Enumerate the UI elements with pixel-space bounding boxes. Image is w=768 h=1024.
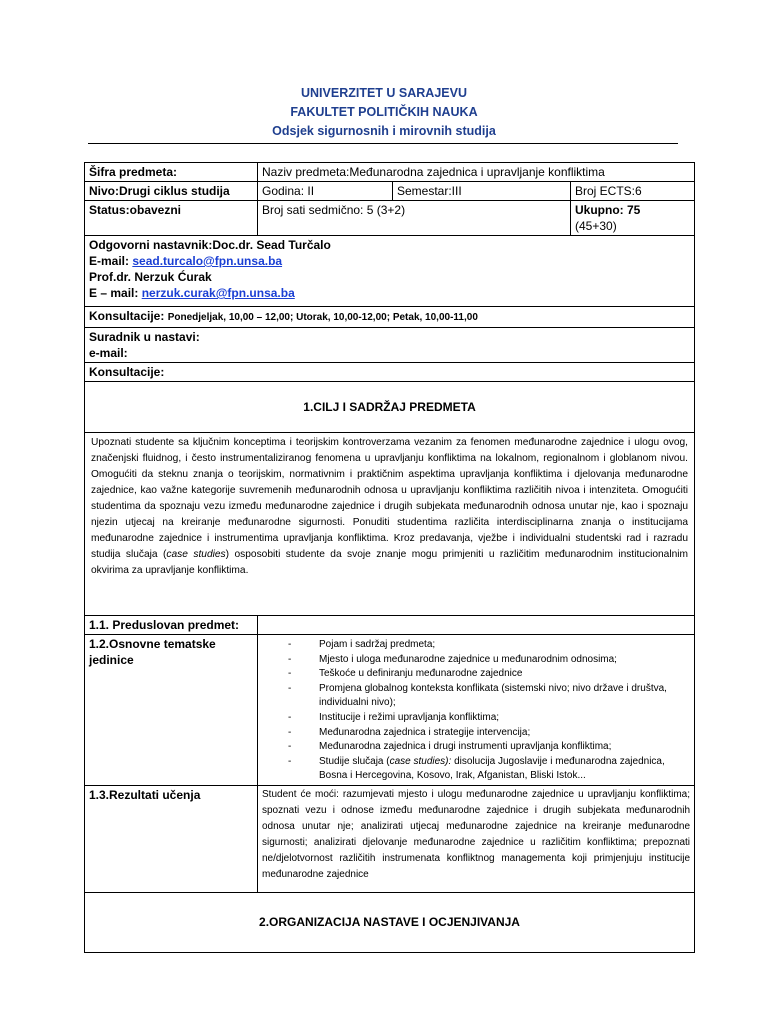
- study-year: Godina: II: [258, 182, 393, 201]
- faculty-name: FAKULTET POLITIČKIH NAUKA: [290, 105, 478, 119]
- assistant-consultations-label: Konsultacije:: [85, 363, 695, 382]
- prerequisite-value: [258, 616, 695, 635]
- topic-item: [288, 740, 686, 755]
- teacher-email-link[interactable]: sead.turcalo@fpn.unsa.ba: [132, 254, 283, 268]
- section-2-title: 2.ORGANIZACIJA NASTAVE I OCJENJIVANJA: [85, 892, 695, 952]
- teacher-email-row: [89, 253, 690, 269]
- course-goal-part2: ) osposobiti studente da svoje znanje mogu primjeniti u različitim međunarodnim institucionalnim okvirima za upravljanje konfliktima.: [91, 549, 689, 576]
- second-teacher: Prof.dr. Nerzuk Ćurak: [89, 270, 212, 284]
- topic-item: [288, 653, 686, 668]
- syllabus-table: [84, 162, 695, 953]
- course-name-label: Naziv predmeta:: [262, 165, 350, 179]
- course-code-label: Šifra predmeta:: [85, 163, 258, 182]
- topics-cell: [258, 635, 695, 786]
- topic-item: [288, 726, 686, 741]
- topics-row: [85, 635, 695, 786]
- topic-item: [288, 667, 686, 682]
- assistant-label: Suradnik u nastavi:: [89, 330, 200, 344]
- prerequisite-row: [85, 616, 695, 635]
- course-code-row: [85, 163, 695, 182]
- course-goal-text: [85, 433, 695, 616]
- topic-text: Institucije i režimi upravljanja konfliktima;: [319, 711, 500, 723]
- semester: Semestar:III: [393, 182, 571, 201]
- teachers-row: [85, 236, 695, 307]
- topic-dash: -: [288, 668, 292, 680]
- topic-dash: -: [288, 639, 292, 650]
- second-teacher-email-link[interactable]: nerzuk.curak@fpn.unsa.ba: [141, 286, 295, 300]
- topic-dash: -: [288, 653, 292, 665]
- learning-outcomes-text: Student će moći: razumjevati mjesto i ulogu međunarodne zajednice u upravljanju konfliktima; spoznati vezu i odnose između međunarodne zajednice i drugih subjekata međunarodnih odnosa unutar nje; analizirati utjecaj međunarodne zajednice na kreiranje međunarodne sigurnosti; analizirati djelovanje međunarodne zajednice u različitim konfliktima; prepoznati ne/djelotvornost različitih instrumenata konfliktnog managementa koji primjenjuju institucije međunarodne zajednice: [258, 785, 695, 892]
- email-label: E – mail:: [89, 286, 142, 300]
- assistant-email-label: e-mail:: [89, 346, 128, 360]
- section-2-heading-row: [85, 892, 695, 952]
- responsible-teacher: Odgovorni nastavnik:Doc.dr. Sead Turčalo: [89, 238, 331, 252]
- course-level-row: [85, 182, 695, 201]
- topics-list: [262, 638, 690, 784]
- study-level: Nivo:Drugi ciklus studija: [85, 182, 258, 201]
- topic-dash: -: [288, 741, 292, 753]
- topic-item: [288, 638, 686, 653]
- second-teacher-email-row: [89, 285, 690, 301]
- topic-item: [288, 711, 686, 726]
- assistant-consultations-row: [85, 363, 695, 382]
- topic-dash: -: [288, 711, 292, 723]
- consultations-row: [85, 307, 695, 328]
- topic-item: [288, 682, 686, 711]
- consultations-cell: [85, 307, 695, 328]
- course-goal-row: [85, 433, 695, 616]
- email-label: E-mail:: [89, 254, 133, 268]
- topic-dash: -: [288, 682, 292, 694]
- topic-dash: -: [288, 755, 292, 767]
- topics-label: 1.2.Osnovne tematske jedinice: [85, 635, 258, 786]
- course-name-value: Međunarodna zajednica i upravljanje konfliktima: [349, 165, 605, 179]
- course-status-row: [85, 201, 695, 236]
- course-status: Status:obavezni: [85, 201, 258, 236]
- ects-credits: Broj ECTS:6: [571, 182, 695, 201]
- teachers-cell: [85, 236, 695, 307]
- header-divider: [88, 143, 678, 144]
- course-goal-italic: case studies: [166, 549, 226, 560]
- topic-text: Promjena globalnog konteksta konflikata (sistemski nivo; nivo države i društva, individualni nivo);: [319, 682, 667, 709]
- document-header: [0, 84, 768, 141]
- section-1-heading-row: [85, 382, 695, 433]
- section-1-title: 1.CILJ I SADRŽAJ PREDMETA: [85, 382, 695, 433]
- topic-text-prefix: Studije slučaja (: [319, 755, 390, 767]
- university-name: UNIVERZITET U SARAJEVU: [301, 86, 467, 100]
- topic-text: Teškoće u definiranju međunarodne zajednice: [319, 668, 523, 680]
- topic-text-suffix: disolucija Jugoslavije i međunarodna zajednica, Bosna i Hercegovina, Kosovo, Irak, Afganistan, Bliski Istok...: [319, 755, 665, 782]
- topic-item: [288, 755, 686, 784]
- topic-dash: -: [288, 726, 292, 738]
- consultations-hours: Ponedjeljak, 10,00 – 12,00; Utorak, 10,00-12,00; Petak, 10,00-11,00: [167, 312, 478, 323]
- consultations-label: Konsultacije:: [89, 309, 168, 323]
- prerequisite-label: 1.1. Preduslovan predmet:: [85, 616, 258, 635]
- topic-text: Međunarodna zajednica i drugi instrumenti upravljanja konfliktima;: [319, 741, 612, 753]
- total-hours: [571, 201, 695, 236]
- topic-text: Međunarodna zajednica i strategije intervencija;: [319, 726, 531, 738]
- course-name-cell: [258, 163, 695, 182]
- course-goal-part1: Upoznati studente sa ključnim konceptima i teorijskim kontroverzama vezanim za fenomen međunarodne zajednice i ulogu ovog, značenjski fluidnog, i često instrumentaliziranog fenomena u upravljanju konfliktima na lokalnom, regionalnom i globlanom nivou. Omogućiti da steknu znanja o teorijskim, normativnim i praktičnim aspektima upravljanja konfliktima i djelovanja međunarodne zajednice, kao važne kategorije suvremenih međunarodnih odnosa u upravljanju konfliktima različitih nivoa i intenziteta. Omogućiti studentima da spoznaju vezu između međunarodne zajednice i drugih subjekata međunarodnih odnosa unutar nje, kao i spoznaju njezin utjecaj na kreiranje međunarodne sigurnosti. Ponuditi studentima različita interdisciplinarna znanja o institucijama međunarodne zajednice i instrumentima upravljanja konfliktima. Kroz predavanja, vježbe i individualni studentski rad i razradu studija slučaja (: [91, 437, 689, 560]
- total-hours-split: (45+30): [575, 219, 617, 233]
- assistant-cell: [85, 328, 695, 363]
- topic-text: Mjesto i uloga međunarodne zajednice u međunarodnim odnosima;: [319, 653, 617, 665]
- weekly-hours: Broj sati sedmično: 5 (3+2): [258, 201, 571, 236]
- assistant-row: [85, 328, 695, 363]
- topic-text: Pojam i sadržaj predmeta;: [319, 639, 436, 650]
- topic-text-italic: case studies):: [389, 755, 452, 767]
- total-hours-value: Ukupno: 75: [575, 203, 641, 217]
- learning-outcomes-row: [85, 785, 695, 892]
- learning-outcomes-label: 1.3.Rezultati učenja: [85, 785, 258, 892]
- department-name: Odsjek sigurnosnih i mirovnih studija: [272, 124, 496, 138]
